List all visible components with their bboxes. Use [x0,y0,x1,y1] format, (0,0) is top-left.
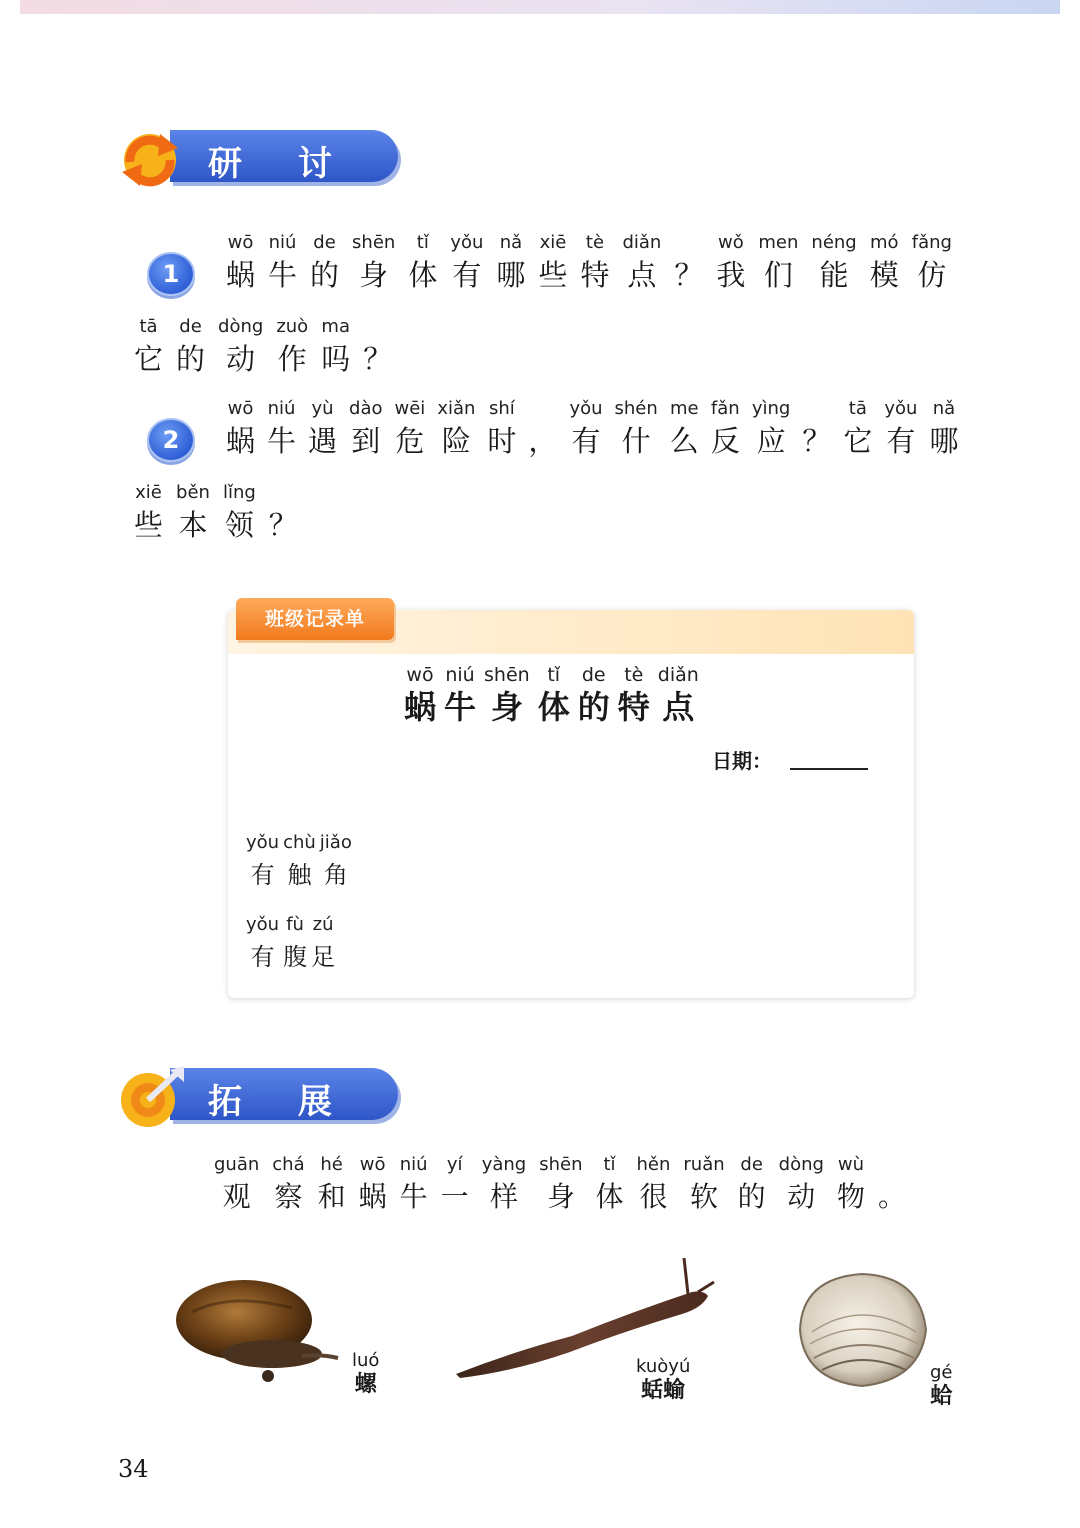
ruby-char [404,664,436,728]
ruby-char [615,398,658,462]
pinyin: jiǎo [319,832,352,853]
hanzi: 点 [627,258,657,292]
pinyin: hěn [636,1154,671,1175]
pinyin: de [581,664,606,686]
hanzi: 反 [710,424,740,458]
hanzi: 身 [359,258,389,292]
ruby-char [441,1154,469,1218]
pinyin: zuò [276,316,309,337]
section-badge-extend [112,1062,412,1122]
hanzi: 蜗 [404,688,437,726]
pinyin: fù [286,914,304,935]
ruby-char [226,398,255,462]
hanzi: ？ [268,508,298,542]
hanzi: 软 [690,1180,719,1213]
ruby-char [580,232,609,296]
hanzi: 领 [224,508,254,542]
pinyin: wō [227,232,254,253]
hanzi: 身 [490,688,523,726]
pinyin: me [670,398,699,419]
hanzi: 动 [787,1180,816,1213]
pinyin: zú [312,914,334,935]
ruby-char [670,398,699,462]
ruby-char [408,232,437,296]
pinyin: tǐ [547,664,561,686]
ruby-char [276,316,308,380]
ruby-char [444,664,476,728]
ruby-char [268,232,297,296]
ruby-char [802,398,831,462]
question-1-line-1 [226,232,965,296]
hanzi: 牛 [399,1180,428,1213]
hanzi: 牛 [268,258,298,292]
hanzi: 体 [537,688,570,726]
pinyin: tǐ [603,1154,616,1175]
ruby-char [437,398,475,462]
hanzi: 一 [440,1180,469,1213]
ruby-char [484,664,530,728]
pinyin: nǎ [499,232,523,253]
record-sheet-tab: 班级记录单 [236,598,394,640]
pinyin: ma [321,316,350,337]
hanzi: 能 [819,258,849,292]
refresh-arrows-icon [112,124,192,192]
ruby-char [226,232,255,296]
hanzi: 特 [580,258,610,292]
pinyin: dào [349,398,383,419]
ruby-char [752,398,791,462]
hanzi: 哪 [929,424,959,458]
clam-image [792,1268,932,1392]
pinyin: tǐ [416,232,429,253]
ruby-char [482,1154,527,1218]
pinyin: niú [399,1154,428,1175]
hanzi: 牛 [267,424,297,458]
pinyin: yù [311,398,334,419]
hanzi: 样 [489,1180,518,1213]
hanzi: ？ [802,424,832,458]
pinyin: yǒu [450,232,484,253]
hanzi: 什 [621,424,651,458]
ruby-char [487,398,516,462]
pinyin: yǒu [569,398,603,419]
hanzi: 时 [487,424,517,458]
ruby-char [912,232,952,296]
hanzi: 体 [595,1180,624,1213]
pinyin: lǐng [222,482,256,503]
pinyin: wù [837,1154,865,1175]
hanzi: 和 [317,1180,346,1213]
ruby-char [283,914,307,978]
hanzi: 吗 [321,342,351,376]
ruby-char [674,232,703,296]
ruby-char [246,832,279,896]
ruby-char [320,832,352,896]
ruby-char [569,398,602,462]
pinyin: shēn [539,1154,583,1175]
ruby-char [321,316,350,380]
hanzi: 作 [277,342,307,376]
ruby-char [134,482,163,546]
hanzi: 蜗 [226,424,256,458]
record-entry-tentacles [246,832,356,896]
ruby-char [637,1154,671,1218]
hanzi: 本 [178,508,208,542]
ruby-char [218,316,263,380]
pinyin: yǒu [246,832,280,853]
ruby-char [395,398,426,462]
ruby-char [884,398,917,462]
hanzi: 蜗 [226,258,256,292]
ruby-char [538,664,570,728]
pinyin: mó [869,232,899,253]
hanzi: 动 [226,342,256,376]
hanzi: 蜗 [358,1180,387,1213]
pinyin: niú [267,398,296,419]
ruby-char [352,232,395,296]
pinyin: tā [139,316,158,337]
pinyin: niú [445,664,475,686]
ruby-char [658,664,699,728]
top-decor-strip [20,0,1060,14]
animal-name: 蛞蝓 [641,1378,686,1403]
hanzi: 些 [134,508,164,542]
pinyin: yàng [481,1154,527,1175]
pinyin: shén [614,398,658,419]
ruby-char [359,1154,387,1218]
hanzi: 。 [877,1180,906,1213]
ruby-char [528,398,557,462]
pinyin: chù [283,832,316,853]
ruby-char [870,232,899,296]
ruby-char [349,398,382,462]
hanzi: 有 [250,861,275,889]
pinyin: néng [811,232,857,253]
target-arrow-icon [112,1062,192,1130]
pinyin: běn [176,482,210,503]
ruby-char [223,482,256,546]
hanzi: 的 [577,688,610,726]
pinyin: de [740,1154,763,1175]
pinyin: tè [624,664,644,686]
ruby-char [596,1154,624,1218]
date-label: 日期： [712,749,772,773]
hanzi: 观 [222,1180,251,1213]
ruby-char [837,1154,865,1218]
pinyin: yìng [751,398,791,419]
ruby-char [363,316,392,380]
pinyin: dòng [218,316,264,337]
hanzi: 触 [287,861,312,889]
date-blank-line [790,768,868,770]
pinyin: yǒu [246,914,280,935]
hanzi: 的 [737,1180,766,1213]
question-2-line-1 [226,398,970,462]
pinyin: dòng [778,1154,824,1175]
ruby-char [622,232,661,296]
ruby-char [267,398,296,462]
pinyin: fǎng [911,232,952,253]
ruby-char [310,232,339,296]
animal-name: 螺 [354,1372,377,1397]
ruby-char [176,316,205,380]
hanzi: 险 [441,424,471,458]
ruby-char [134,316,163,380]
pinyin: yǒu [884,398,918,419]
hanzi: 有 [452,258,482,292]
record-sheet-title [404,664,707,728]
hanzi: 很 [639,1180,668,1213]
ruby-char [843,398,872,462]
pinyin: wǒ [718,232,744,253]
hanzi: 仿 [917,258,947,292]
hanzi: 有 [571,424,601,458]
hanzi: 足 [311,943,336,971]
pinyin: ruǎn [683,1154,725,1175]
extend-instruction [214,1154,919,1218]
hanzi: 哪 [496,258,526,292]
hanzi: 些 [538,258,568,292]
hanzi: 角 [323,861,348,889]
section-title-extend: 拓 展 [208,1082,354,1122]
question-1-line-2 [134,316,405,380]
question-number-1: 1 [147,252,195,296]
ruby-char [214,1154,259,1218]
ruby-char [246,914,279,978]
hanzi: 的 [310,258,340,292]
hanzi: 有 [250,943,275,971]
hanzi: 模 [869,258,899,292]
animal-caption-clam [930,1362,953,1410]
hanzi: 么 [669,424,699,458]
animal-pinyin: gé [930,1362,953,1383]
ruby-char [539,1154,582,1218]
pinyin: diǎn [657,664,699,686]
ruby-char [308,398,337,462]
hanzi: 牛 [444,688,477,726]
hanzi: 们 [763,258,793,292]
ruby-char [878,1154,906,1218]
pinyin: guān [214,1154,260,1175]
pinyin: wō [227,398,254,419]
record-entry-foot [246,914,339,978]
pinyin: niú [268,232,297,253]
ruby-char [683,1154,724,1218]
ruby-char [811,232,856,296]
snail-shell-image [172,1272,342,1390]
ruby-char [311,914,335,978]
pinyin: yí [446,1154,463,1175]
hanzi: 我 [716,258,746,292]
pinyin: nǎ [932,398,956,419]
ruby-char [578,664,610,728]
pinyin: xiē [135,482,162,503]
hanzi: 腹 [283,943,308,971]
pinyin: tè [585,232,605,253]
pinyin: chá [272,1154,305,1175]
hanzi: 有 [886,424,916,458]
question-number-2: 2 [147,418,195,462]
hanzi: 遇 [308,424,338,458]
ruby-char [758,232,798,296]
ruby-char [318,1154,346,1218]
pinyin: shēn [484,664,530,686]
hanzi: 物 [836,1180,865,1213]
pinyin: men [758,232,799,253]
ruby-char [272,1154,304,1218]
animal-caption-snail [352,1350,379,1398]
hanzi: 点 [662,688,695,726]
ruby-char [738,1154,766,1218]
hanzi: 体 [408,258,438,292]
ruby-char [618,664,650,728]
ruby-char [269,482,298,546]
pinyin: hé [320,1154,343,1175]
pinyin: wēi [394,398,426,419]
hanzi: ？ [363,342,393,376]
pinyin: de [313,232,336,253]
pinyin: wō [359,1154,386,1175]
hanzi: 到 [351,424,381,458]
question-2-line-2 [134,482,311,546]
hanzi: 的 [176,342,206,376]
pinyin: fǎn [710,398,740,419]
hanzi: 它 [134,342,164,376]
hanzi: 它 [843,424,873,458]
ruby-char [929,398,958,462]
hanzi: 应 [756,424,786,458]
ruby-char [716,232,745,296]
hanzi: 身 [546,1180,575,1213]
ruby-char [711,398,740,462]
pinyin: wō [406,664,434,686]
ruby-char [176,482,210,546]
page-number: 34 [118,1455,149,1483]
ruby-char [283,832,316,896]
pinyin: shēn [352,232,396,253]
hanzi: 危 [395,424,425,458]
animal-pinyin: kuòyú [636,1356,691,1377]
pinyin: shí [489,398,515,419]
hanzi: 察 [274,1180,303,1213]
pinyin: xiē [539,232,567,253]
pinyin: de [179,316,202,337]
section-title-discuss: 研 讨 [208,144,354,184]
ruby-char [779,1154,824,1218]
ruby-char [538,232,567,296]
animal-caption-slug [636,1356,690,1404]
section-badge-discuss [112,124,412,184]
pinyin: diǎn [622,232,662,253]
pinyin: xiǎn [437,398,476,419]
animal-name: 蛤 [930,1384,953,1409]
hanzi: 特 [617,688,650,726]
ruby-char [400,1154,428,1218]
animal-pinyin: luó [352,1350,380,1371]
pinyin: tā [848,398,867,419]
ruby-char [496,232,525,296]
hanzi: ， [528,424,558,458]
ruby-char [450,232,483,296]
hanzi: ？ [674,258,704,292]
